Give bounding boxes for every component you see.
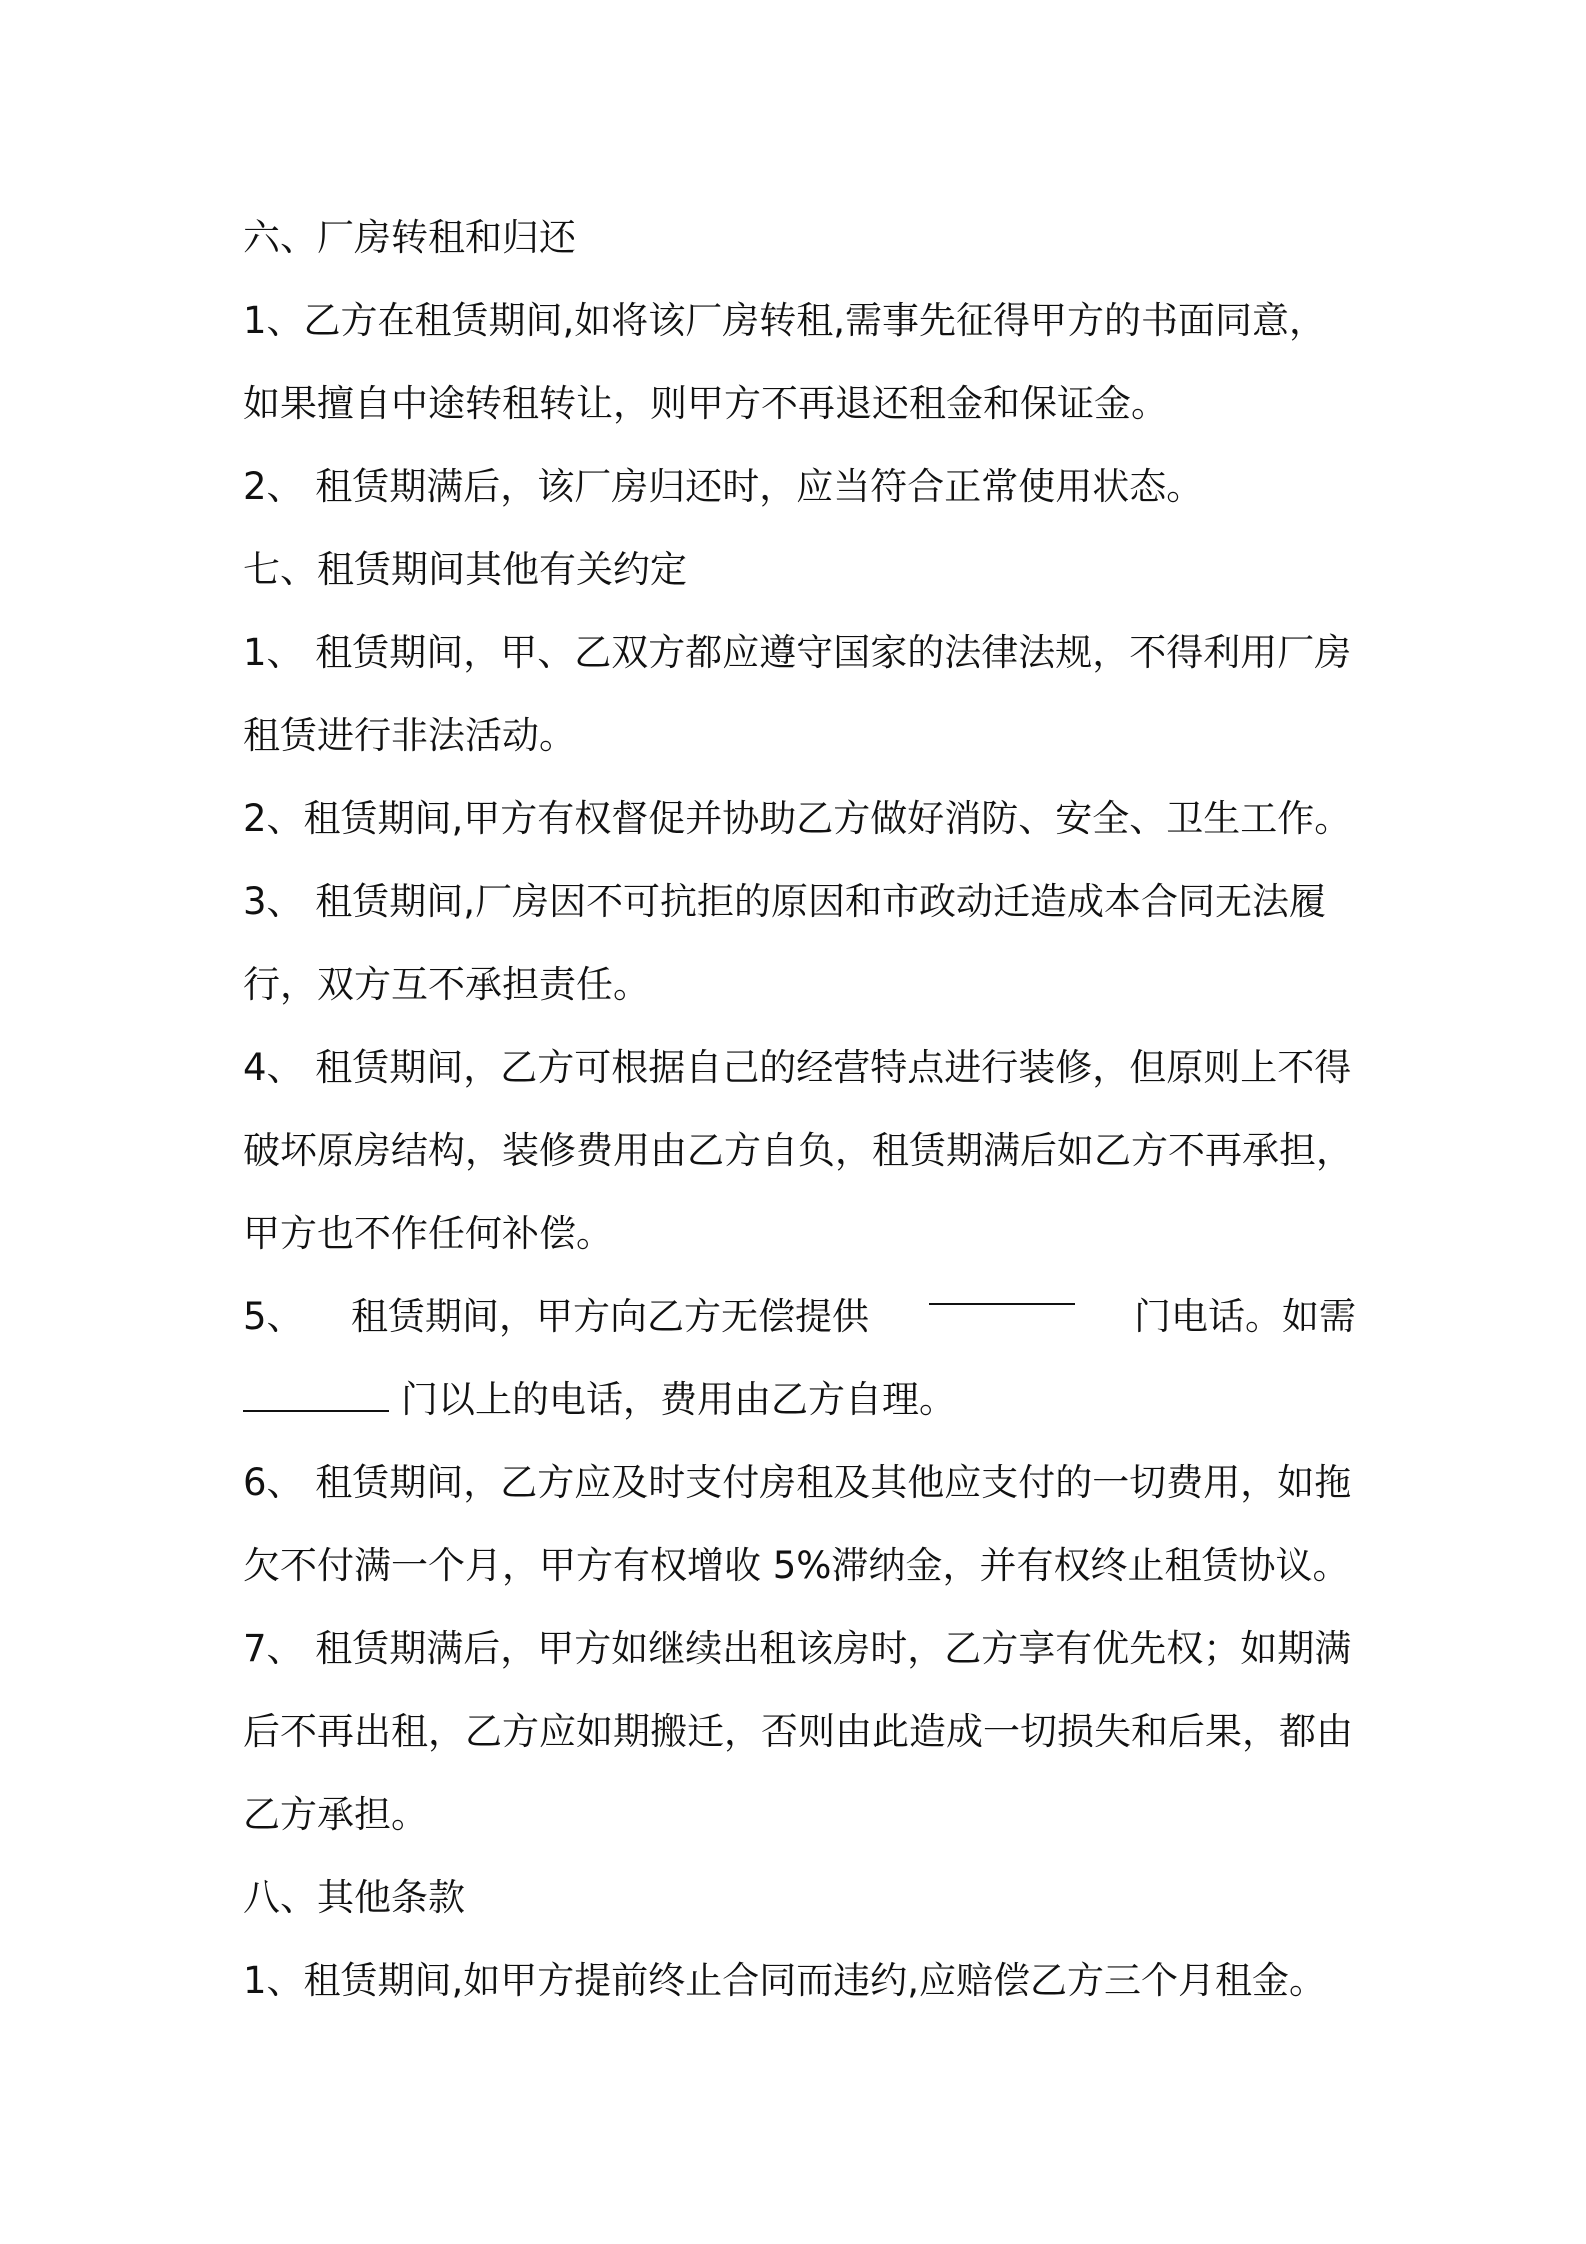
clause-7-4-line-2: 破坏原房结构，装修费用由乙方自负，租赁期满后如乙方不再承担， — [243, 1129, 1353, 1172]
clause-7-3-line-1: 3、 租赁期间,厂房因不可抗拒的原因和市政动迁造成本合同无法履 — [243, 880, 1327, 923]
clause-6-2: 2、 租赁期满后，该厂房归还时，应当符合正常使用状态。 — [243, 465, 1204, 508]
clause-7-5-text-c: 门以上的电话，费用由乙方自理。 — [401, 1378, 956, 1421]
clause-8-1: 1、租赁期间,如甲方提前终止合同而违约,应赔偿乙方三个月租金。 — [243, 1959, 1327, 2002]
clause-7-6-line-1: 6、 租赁期间，乙方应及时支付房租及其他应支付的一切费用，如拖 — [243, 1461, 1352, 1504]
clause-7-5-line-1 — [243, 1275, 1356, 1358]
clause-7-2: 2、租赁期间,甲方有权督促并协助乙方做好消防、安全、卫生工作。 — [243, 797, 1352, 840]
section-heading-6: 六、厂房转租和归还 — [243, 216, 576, 259]
blank-line — [929, 1275, 1075, 1305]
section-heading-7: 七、租赁期间其他有关约定 — [243, 548, 687, 591]
clause-7-4-line-1: 4、 租赁期间，乙方可根据自己的经营特点进行装修，但原则上不得 — [243, 1046, 1352, 1089]
clause-7-5-text-b: 门电话。如需 — [1134, 1295, 1356, 1338]
clause-7-1-line-1: 1、 租赁期间，甲、乙双方都应遵守国家的法律法规，不得利用厂房 — [243, 631, 1352, 674]
document-body — [243, 196, 1356, 2022]
section-heading-8: 八、其他条款 — [243, 1876, 465, 1919]
blank-line — [243, 1382, 389, 1412]
clause-7-7-line-1: 7、 租赁期满后，甲方如继续出租该房时，乙方享有优先权；如期满 — [243, 1627, 1352, 1670]
clause-7-5-number: 5、 — [243, 1295, 304, 1338]
clause-7-1-line-2: 租赁进行非法活动。 — [243, 714, 576, 757]
clause-7-6-line-2: 欠不付满一个月，甲方有权增收 5%滞纳金，并有权终止租赁协议。 — [243, 1544, 1350, 1587]
clause-7-5-text-a: 租赁期间，甲方向乙方无偿提供 — [351, 1295, 870, 1338]
clause-6-1-line-2: 如果擅自中途转租转让，则甲方不再退还租金和保证金。 — [243, 382, 1168, 425]
clause-7-7-line-2: 后不再出租，乙方应如期搬迁，否则由此造成一切损失和后果，都由 — [243, 1710, 1353, 1753]
clause-7-5-line-2 — [243, 1358, 1356, 1441]
clause-6-1-line-1: 1、乙方在租赁期间,如将该厂房转租,需事先征得甲方的书面同意， — [243, 299, 1327, 342]
clause-7-7-line-3: 乙方承担。 — [243, 1793, 428, 1836]
clause-7-3-line-2: 行，双方互不承担责任。 — [243, 963, 650, 1006]
clause-7-4-line-3: 甲方也不作任何补偿。 — [243, 1212, 613, 1255]
